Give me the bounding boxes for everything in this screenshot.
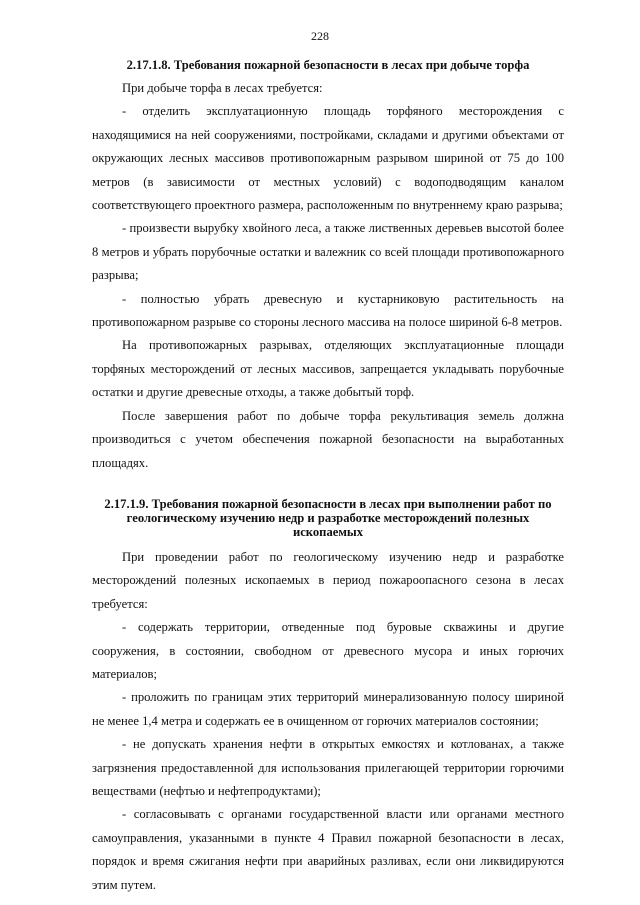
paragraph: На противопожарных разрывах, отделяющих эксплуатационные площади торфяных месторождений от лесных массивов, запрещается укладывать порубочные остатки и другие древесные отходы, а также добытый торф. (92, 338, 564, 400)
paragraph: При проведении работ по геологическому изучению недр и разработке месторождений полезных ископаемых в период пожароопасного сезона в лесах требуется: (92, 549, 564, 611)
paragraph: - не допускать хранения нефти в открытых емкостях и котлованах, а также загрязнения предоставленной для использования прилегающей территории горючими веществами (нефтью и нефтепродуктами); (92, 737, 564, 798)
section-heading-geological-works: 2.17.1.9. Требования пожарной безопасности в лесах при выполнении работ по геологическому изучению недр и разработке месторождений полезных ископаемых (104, 496, 552, 539)
paragraph: - произвести вырубку хвойного леса, а также лиственных деревьев высотой более 8 метров и убрать порубочные остатки и валежник со всей площади противопожарного разрыва; (92, 221, 564, 283)
paragraph: - содержать территории, отведенные под буровые скважины и другие сооружения, в состоянии, свободном от древесного мусора и иных горючих материалов; (92, 620, 564, 681)
paragraph: При добыче торфа в лесах требуется: (122, 81, 323, 95)
paragraph: - согласовывать с органами государственной власти или органами местного самоуправления, указанными в пункте 4 Правил пожарной безопасности в лесах, порядок и время сжигания нефти при аварийных разливах, если они ликвидируются этим путем. (92, 807, 564, 892)
paragraph: - отделить эксплуатационную площадь торфяного месторождения с находящимися на ней сооружениями, постройками, складами и другими объектами от окружающих лесных массивов противопожарным разрывом шириной от 75 до 100 метров (в зависимости от местных условий) с водоподводящим каналом соответствующего проектного размера, расположенным по внутреннему краю разрыва; (92, 104, 564, 213)
section-heading-peat-extraction: 2.17.1.8. Требования пожарной безопасности в лесах при добыче торфа (126, 58, 530, 72)
paragraph: - проложить по границам этих территорий минерализованную полосу шириной не менее 1,4 метра и содержать ее в очищенном от горючих материалов состоянии; (92, 690, 564, 728)
page-number: 228 (311, 29, 329, 43)
paragraph: - полностью убрать древесную и кустарниковую растительность на противопожарном разрыве со стороны лесного массива на полосе шириной 6-8 метров. (92, 291, 564, 330)
paragraph: После завершения работ по добыче торфа рекультивация земель должна производиться с учетом обеспечения пожарной безопасности на выработанных площадях. (92, 408, 564, 470)
page-content (92, 58, 564, 897)
